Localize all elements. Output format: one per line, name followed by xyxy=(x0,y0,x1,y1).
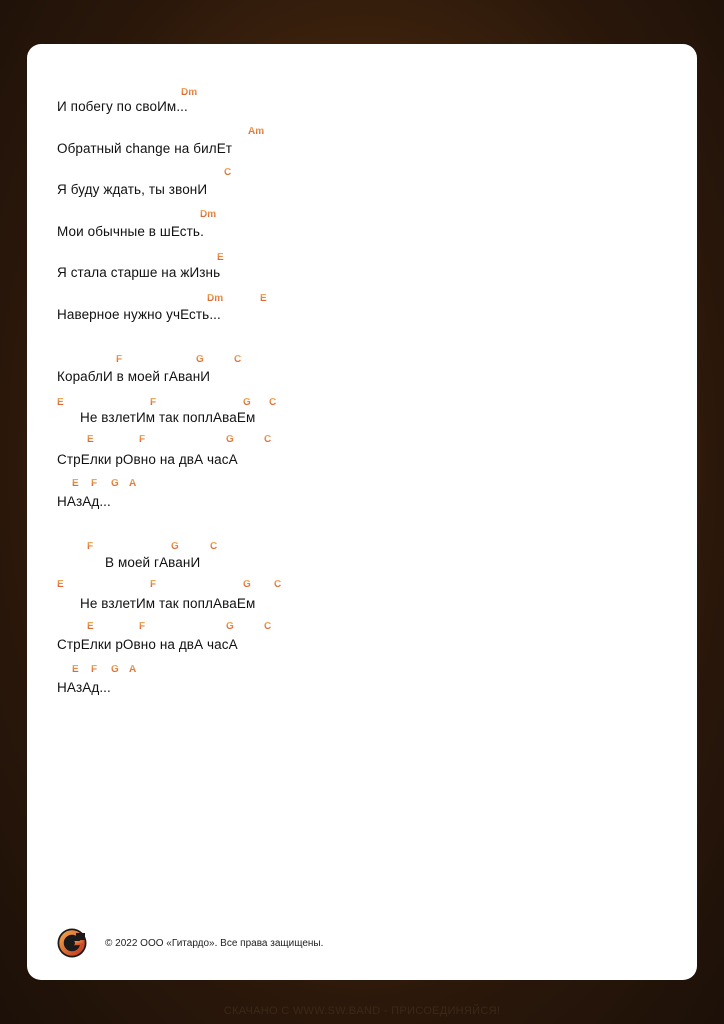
copyright-text: © 2022 ООО «Гитардо». Все права защищены. xyxy=(105,938,324,949)
chord-label: E xyxy=(57,397,64,408)
chord-label: F xyxy=(91,478,98,489)
gitardo-logo-icon xyxy=(57,928,87,958)
chord-label: C xyxy=(234,354,242,365)
chord-label: A xyxy=(129,478,137,489)
chord-label: Am xyxy=(248,126,265,137)
chord-label: E xyxy=(87,434,94,445)
lyric-line: Обратный change на билЕт xyxy=(57,141,233,156)
chord-label: F xyxy=(91,664,98,675)
lyric-line: СтрЕлки рОвно на двА часА xyxy=(57,637,238,652)
chord-label: E xyxy=(217,252,224,263)
lyric-line: Не взлетИм так поплАваЕм xyxy=(80,410,256,425)
chord-label: G xyxy=(226,434,234,445)
lyric-line: Наверное нужно учЕсть... xyxy=(57,307,221,322)
chord-label: C xyxy=(264,434,272,445)
chord-label: F xyxy=(150,397,157,408)
chord-label: C xyxy=(264,621,272,632)
chord-label: E xyxy=(57,579,64,590)
chord-label: E xyxy=(87,621,94,632)
lyric-line: НАзАд... xyxy=(57,680,111,695)
chord-label: Dm xyxy=(207,293,224,304)
chord-label: C xyxy=(210,541,218,552)
chord-label: A xyxy=(129,664,137,675)
chord-label: E xyxy=(72,664,79,675)
chord-label: G xyxy=(111,664,119,675)
lyric-line: Я стала старше на жИзнь xyxy=(57,265,221,280)
chord-label: G xyxy=(171,541,179,552)
chord-label: E xyxy=(72,478,79,489)
chord-label: C xyxy=(224,167,232,178)
chord-label: F xyxy=(116,354,123,365)
chord-label: E xyxy=(260,293,267,304)
chord-label: C xyxy=(269,397,277,408)
chord-label: F xyxy=(150,579,157,590)
lyric-line: В моей гАванИ xyxy=(105,555,201,570)
chord-label: F xyxy=(139,621,146,632)
lyric-line: НАзАд... xyxy=(57,494,111,509)
download-watermark: СКАЧАНО С WWW.SW.BAND - ПРИСОЕДИНЯЙСЯ! xyxy=(223,1005,501,1017)
chord-label: G xyxy=(111,478,119,489)
lyric-line: КораблИ в моей гАванИ xyxy=(57,369,211,384)
chord-label: Dm xyxy=(181,87,198,98)
chord-label: G xyxy=(196,354,204,365)
lyric-line: Не взлетИм так поплАваЕм xyxy=(80,596,256,611)
chord-label: F xyxy=(87,541,94,552)
chord-label: F xyxy=(139,434,146,445)
chord-label: G xyxy=(226,621,234,632)
chord-label: G xyxy=(243,579,251,590)
lyric-line: СтрЕлки рОвно на двА часА xyxy=(57,452,238,467)
lyric-line: Я буду ждать, ты звонИ xyxy=(57,182,208,197)
lyric-line: И побегу по своИм... xyxy=(57,99,188,114)
chord-label: G xyxy=(243,397,251,408)
lyric-line: Мои обычные в шЕсть. xyxy=(57,224,204,239)
chord-label: C xyxy=(274,579,282,590)
chord-label: Dm xyxy=(200,209,217,220)
